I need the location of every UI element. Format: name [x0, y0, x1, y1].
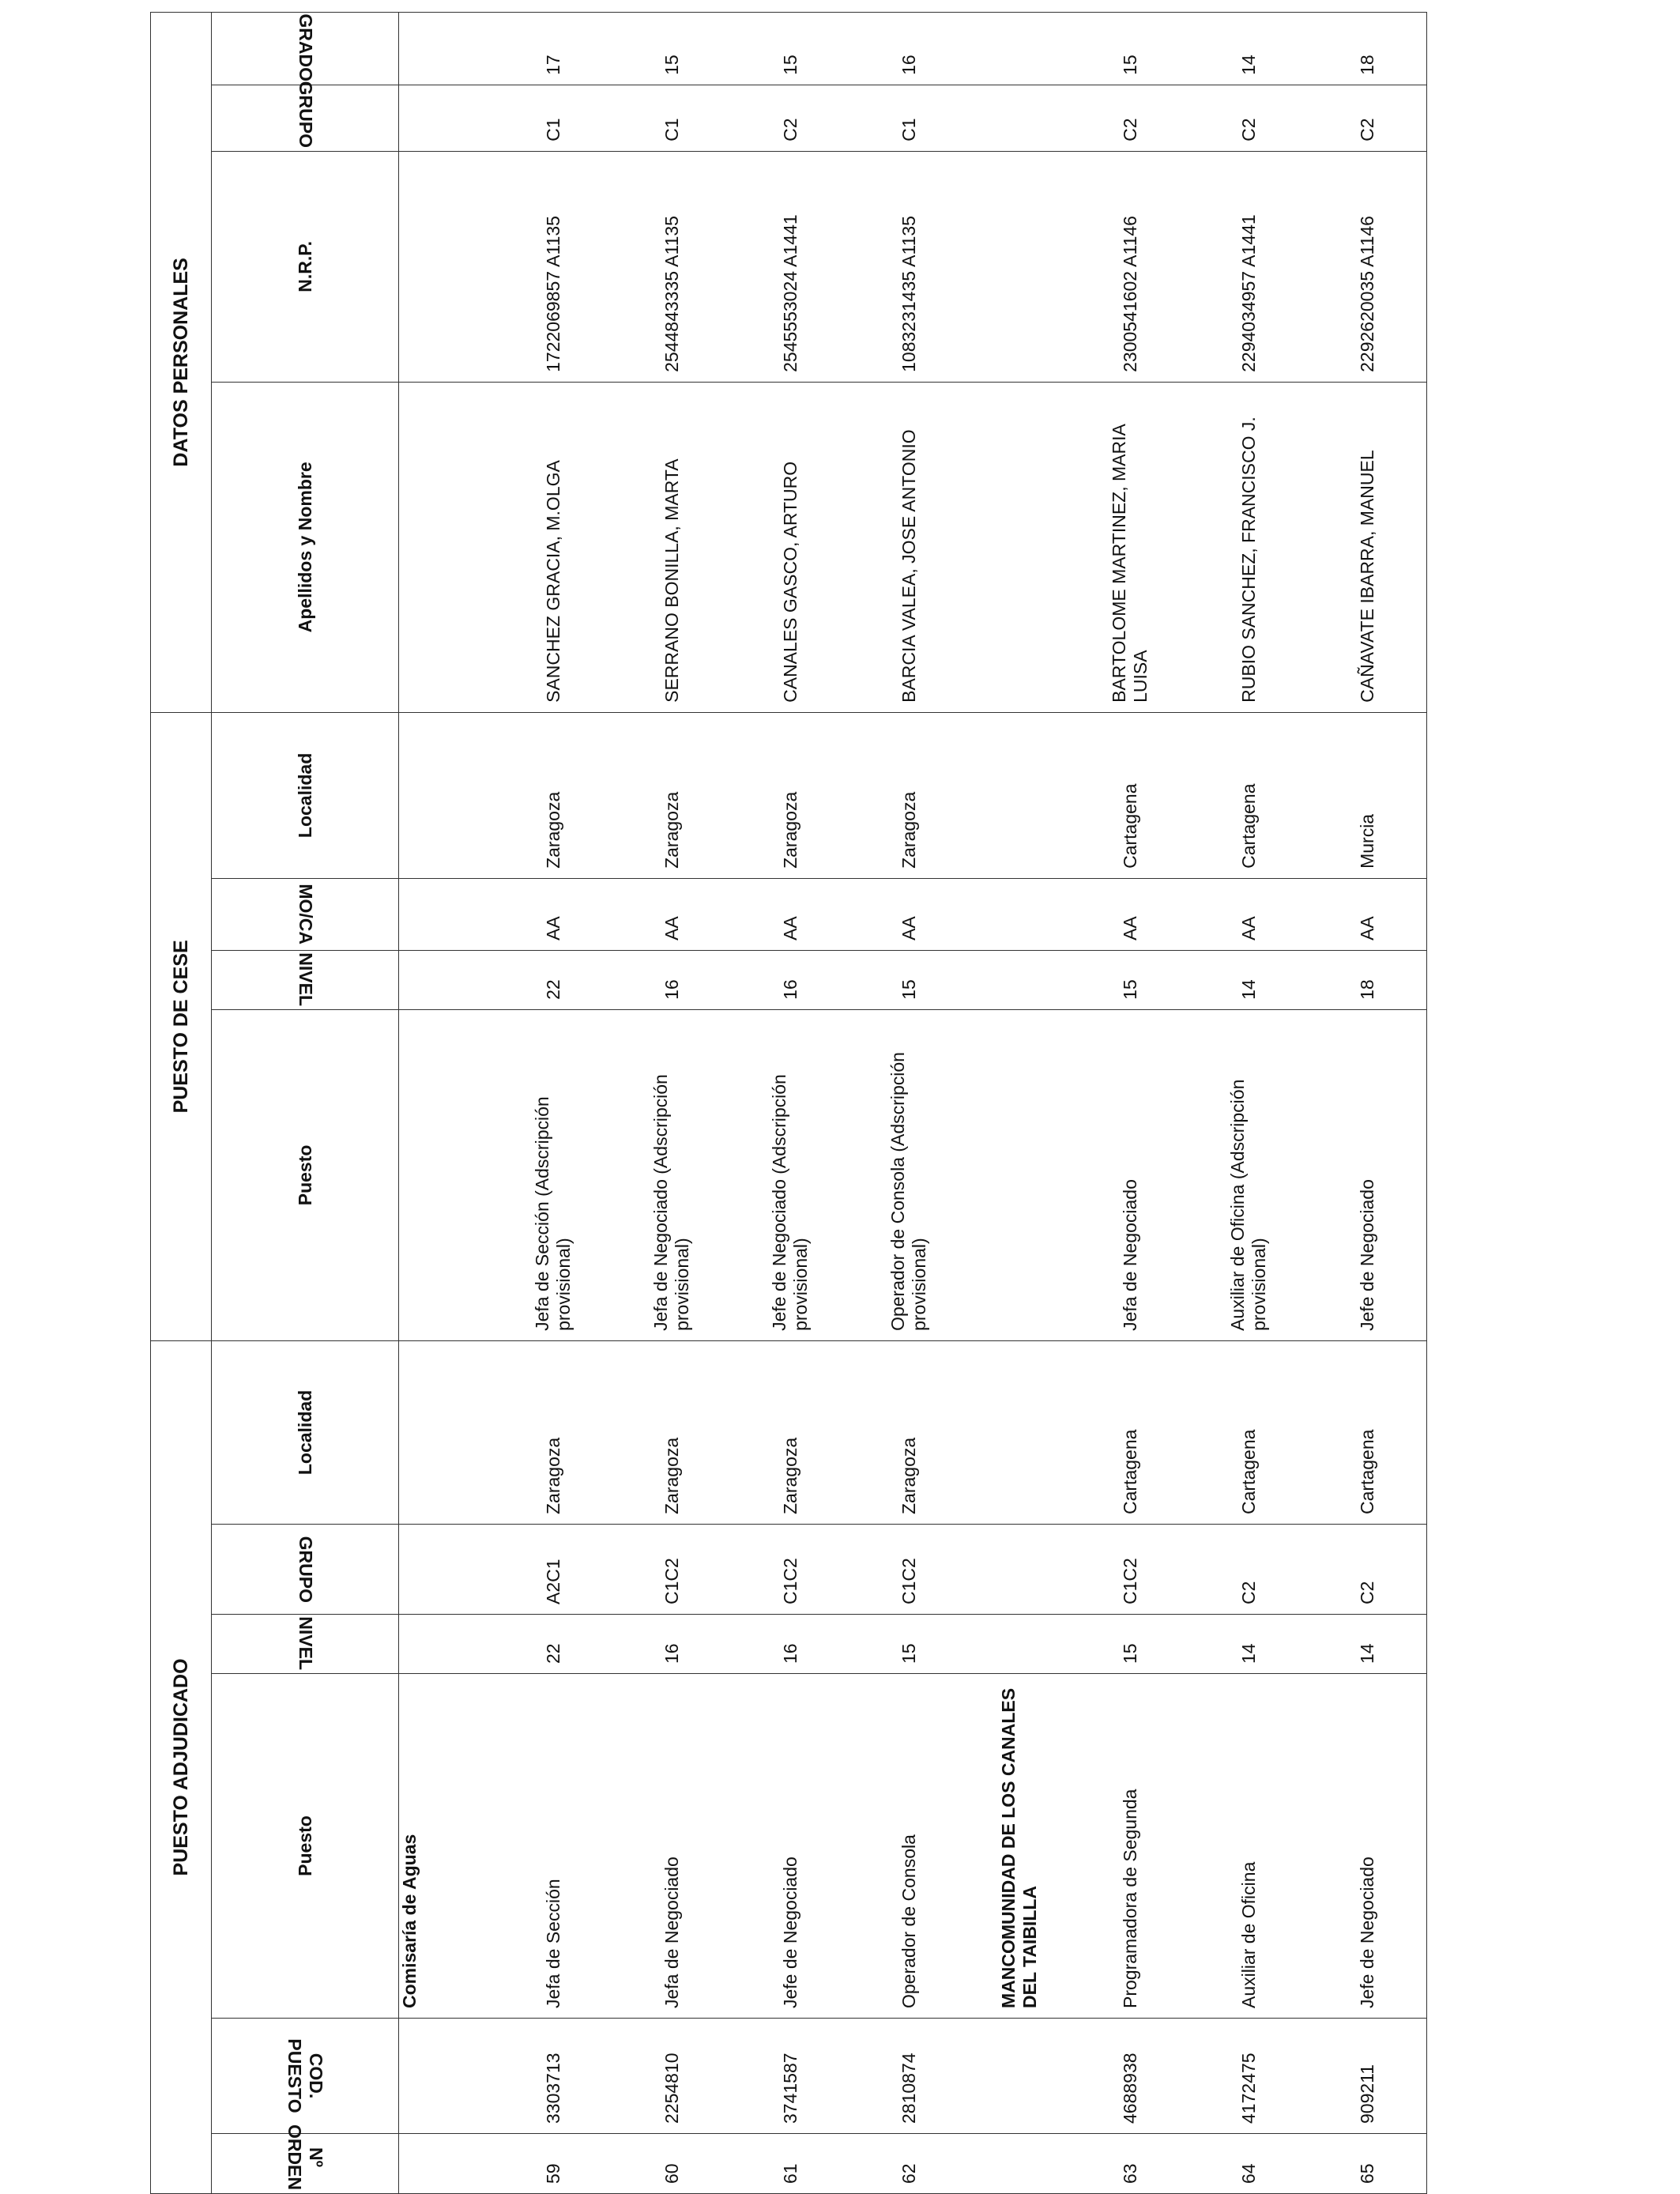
col-header-cese-puesto: Puesto — [212, 1009, 399, 1340]
cell-cese-nivel: 16 — [731, 950, 849, 1009]
cell-cod-puesto: 4172475 — [1189, 2019, 1308, 2134]
col-header-nrp: N.R.P. — [212, 151, 399, 382]
cell-cese-moca: AA — [1308, 878, 1427, 950]
cell-cese-moca: AA — [494, 878, 612, 950]
cell-apellidos: RUBIO SANCHEZ, FRANCISCO J. — [1189, 382, 1308, 712]
cell-grado: 14 — [1189, 12, 1308, 85]
cell-nrp: 2300541602 A1146 — [1071, 151, 1189, 382]
cell-adj-grupo: C1C2 — [731, 1525, 849, 1615]
cell-cese-nivel: 18 — [1308, 950, 1427, 1009]
cell-cod-puesto: 3303713 — [494, 2019, 612, 2134]
cell-adj-grupo: C2 — [1308, 1525, 1427, 1615]
cell-cese-moca: AA — [849, 878, 968, 950]
cell-grado: 15 — [1071, 12, 1189, 85]
cell-adj-nivel: 15 — [1071, 1615, 1189, 1674]
cell-adj-localidad: Zaragoza — [849, 1340, 968, 1524]
cell-adj-nivel: 14 — [1189, 1615, 1308, 1674]
table-row — [1189, 12, 1308, 2193]
cell-adj-puesto: Programadora de Segunda — [1071, 1674, 1189, 2019]
cell-adj-grupo: C1C2 — [849, 1525, 968, 1615]
cell-cese-localidad: Cartagena — [1071, 712, 1189, 878]
cell-nrp: 2545553024 A1441 — [731, 151, 849, 382]
cell-adj-puesto: Jefe de Negociado — [1308, 1674, 1427, 2019]
cell-cod-puesto: 4688938 — [1071, 2019, 1189, 2134]
cell-apellidos: SANCHEZ GRACIA, M.OLGA — [494, 382, 612, 712]
group-datos-personales: DATOS PERSONALES — [151, 12, 212, 712]
group-puesto-adjudicado: PUESTO ADJUDICADO — [151, 1340, 212, 2193]
cell-orden: 64 — [1189, 2134, 1308, 2194]
cell-nrp: 1083231435 A1135 — [849, 151, 968, 382]
cell-cese-localidad: Murcia — [1308, 712, 1427, 878]
adjudication-table — [150, 12, 1427, 2194]
cell-grupo: C2 — [1308, 85, 1427, 151]
cell-cese-puesto: Jefe de Negociado — [1308, 1009, 1427, 1340]
cell-cese-moca: AA — [731, 878, 849, 950]
cell-nrp: 2544843335 A1135 — [612, 151, 731, 382]
cell-orden: 63 — [1071, 2134, 1189, 2194]
cell-grado: 15 — [731, 12, 849, 85]
cell-cese-nivel: 15 — [849, 950, 968, 1009]
cell-cese-moca: AA — [1071, 878, 1189, 950]
column-header-row — [212, 12, 399, 2193]
group-header-row — [151, 12, 212, 2193]
cell-grupo: C1 — [612, 85, 731, 151]
table-row — [1308, 12, 1427, 2193]
cell-cod-puesto: 909211 — [1308, 2019, 1427, 2134]
col-header-cese-localidad: Localidad — [212, 712, 399, 878]
cell-cese-nivel: 22 — [494, 950, 612, 1009]
cell-cese-localidad: Cartagena — [1189, 712, 1308, 878]
cell-orden: 61 — [731, 2134, 849, 2194]
cell-grado: 17 — [494, 12, 612, 85]
col-header-apellidos: Apellidos y Nombre — [212, 382, 399, 712]
cell-cese-localidad: Zaragoza — [731, 712, 849, 878]
cell-adj-grupo: C1C2 — [612, 1525, 731, 1615]
cell-orden: 59 — [494, 2134, 612, 2194]
section-label: Comisaría de Aguas — [399, 1674, 495, 2019]
cell-cese-puesto: Jefa de Negociado (Adscripción provisional) — [612, 1009, 731, 1340]
cell-cese-nivel: 15 — [1071, 950, 1189, 1009]
table-row — [494, 12, 612, 2193]
cell-apellidos: CANALES GASCO, ARTURO — [731, 382, 849, 712]
cell-adj-localidad: Zaragoza — [731, 1340, 849, 1524]
cell-nrp: 1722069857 A1135 — [494, 151, 612, 382]
col-header-adj-grupo: GRUPO — [212, 1525, 399, 1615]
col-header-grado: GRADO — [212, 12, 399, 85]
table-row — [849, 12, 968, 2193]
cell-adj-nivel: 16 — [612, 1615, 731, 1674]
table-row — [731, 12, 849, 2193]
col-header-adj-localidad: Localidad — [212, 1340, 399, 1524]
cell-adj-puesto: Auxiliar de Oficina — [1189, 1674, 1308, 2019]
cell-adj-grupo: C2 — [1189, 1525, 1308, 1615]
cell-cese-puesto: Operador de Consola (Adscripción provisional) — [849, 1009, 968, 1340]
cell-nrp: 2292620035 A1146 — [1308, 151, 1427, 382]
cell-grado: 16 — [849, 12, 968, 85]
col-header-grupo: GRUPO — [212, 85, 399, 151]
cell-cese-nivel: 16 — [612, 950, 731, 1009]
cell-adj-localidad: Cartagena — [1071, 1340, 1189, 1524]
cell-nrp: 2294034957 A1441 — [1189, 151, 1308, 382]
cell-cese-puesto: Auxiliar de Oficina (Adscripción provisional) — [1189, 1009, 1308, 1340]
rotated-table-wrapper — [150, 13, 1377, 2194]
table-row — [1071, 12, 1189, 2193]
cell-adj-puesto: Operador de Consola — [849, 1674, 968, 2019]
cell-cese-localidad: Zaragoza — [612, 712, 731, 878]
col-header-adj-nivel: NIVEL — [212, 1615, 399, 1674]
cell-cese-puesto: Jefe de Negociado (Adscripción provisional) — [731, 1009, 849, 1340]
section-row — [399, 12, 495, 2193]
col-header-cese-moca: MO/CA — [212, 878, 399, 950]
cell-adj-localidad: Zaragoza — [612, 1340, 731, 1524]
col-header-orden: Nº ORDEN — [212, 2134, 399, 2194]
cell-cese-localidad: Zaragoza — [849, 712, 968, 878]
cell-grupo: C1 — [849, 85, 968, 151]
cell-adj-localidad: Cartagena — [1189, 1340, 1308, 1524]
section-label: MANCOMUNIDAD DE LOS CANALES DEL TAIBILLA — [968, 1674, 1071, 2019]
cell-adj-puesto: Jefa de Negociado — [612, 1674, 731, 2019]
col-header-adj-puesto: Puesto — [212, 1674, 399, 2019]
table-row — [612, 12, 731, 2193]
cell-adj-puesto: Jefe de Negociado — [731, 1674, 849, 2019]
cell-cod-puesto: 3741587 — [731, 2019, 849, 2134]
cell-grupo: C2 — [1189, 85, 1308, 151]
group-puesto-de-cese: PUESTO DE CESE — [151, 712, 212, 1340]
cell-grado: 15 — [612, 12, 731, 85]
cell-grupo: C1 — [494, 85, 612, 151]
cell-cese-moca: AA — [1189, 878, 1308, 950]
cell-adj-nivel: 14 — [1308, 1615, 1427, 1674]
cell-adj-grupo: A2C1 — [494, 1525, 612, 1615]
cell-adj-nivel: 22 — [494, 1615, 612, 1674]
cell-cese-localidad: Zaragoza — [494, 712, 612, 878]
col-header-cod-puesto: COD. PUESTO — [212, 2019, 399, 2134]
cell-grupo: C2 — [731, 85, 849, 151]
cell-cese-puesto: Jefa de Negociado — [1071, 1009, 1189, 1340]
col-header-cese-nivel: NIVEL — [212, 950, 399, 1009]
section-row — [968, 12, 1071, 2193]
cell-adj-localidad: Cartagena — [1308, 1340, 1427, 1524]
cell-cod-puesto: 2810874 — [849, 2019, 968, 2134]
cell-adj-nivel: 16 — [731, 1615, 849, 1674]
cell-adj-puesto: Jefa de Sección — [494, 1674, 612, 2019]
cell-orden: 62 — [849, 2134, 968, 2194]
cell-adj-grupo: C1C2 — [1071, 1525, 1189, 1615]
cell-apellidos: SERRANO BONILLA, MARTA — [612, 382, 731, 712]
cell-apellidos: BARCIA VALEA, JOSE ANTONIO — [849, 382, 968, 712]
cell-cese-moca: AA — [612, 878, 731, 950]
cell-apellidos: BARTOLOME MARTINEZ, MARIA LUISA — [1071, 382, 1189, 712]
cell-grupo: C2 — [1071, 85, 1189, 151]
cell-cod-puesto: 2254810 — [612, 2019, 731, 2134]
cell-adj-nivel: 15 — [849, 1615, 968, 1674]
cell-cese-puesto: Jefa de Sección (Adscripción provisional) — [494, 1009, 612, 1340]
cell-orden: 65 — [1308, 2134, 1427, 2194]
cell-grado: 18 — [1308, 12, 1427, 85]
cell-cese-nivel: 14 — [1189, 950, 1308, 1009]
cell-apellidos: CAÑAVATE IBARRA, MANUEL — [1308, 382, 1427, 712]
cell-orden: 60 — [612, 2134, 731, 2194]
cell-adj-localidad: Zaragoza — [494, 1340, 612, 1524]
